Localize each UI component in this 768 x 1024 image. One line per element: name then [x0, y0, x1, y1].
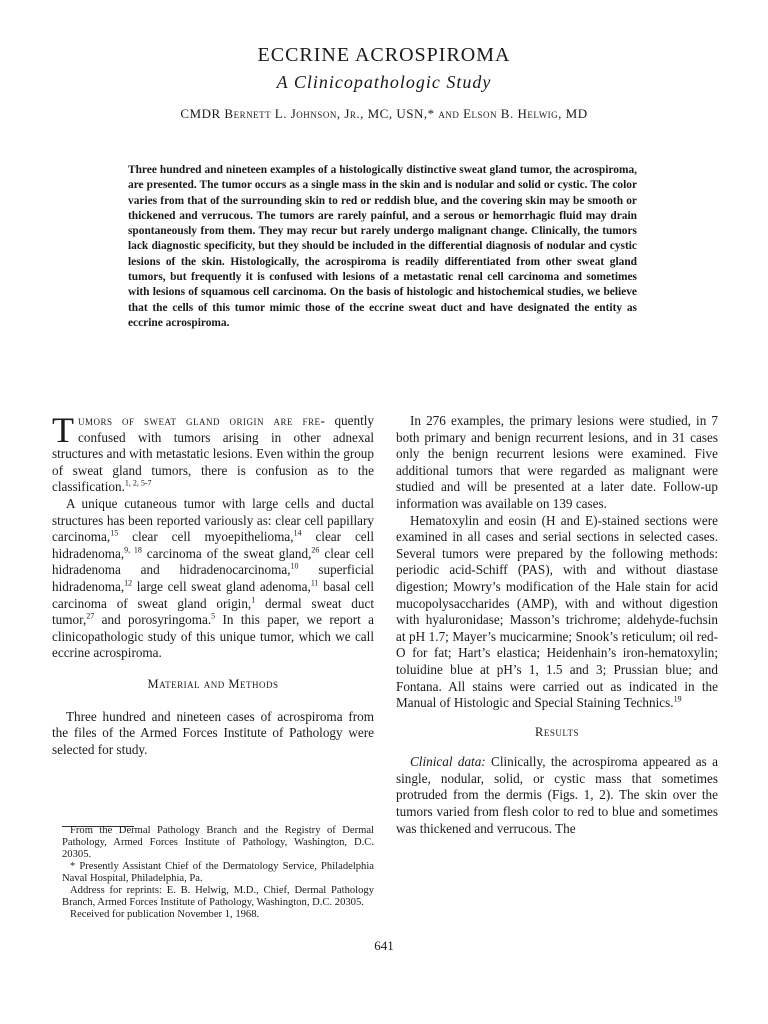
right-column	[396, 413, 718, 837]
clinical-data-paragraph	[396, 754, 718, 837]
footnote-received: Received for publication November 1, 1968.	[70, 909, 260, 920]
footnote-affiliation: From the Dermal Pathology Branch and the Registry of Dermal Pathology, Armed Forces Institute of Pathology, Washington, D.C. 20305.	[62, 825, 374, 860]
ref: 27	[86, 611, 95, 621]
clinical-data-text: Clinically, the acrospiroma appeared as a single, nodular, solid, or cystic mass that sometimes protruded from the dermis (Figs. 1, 2). The skin over the tumors varied from flesh color to red to blue and sometimes was thickened and verrucous. The	[396, 754, 718, 836]
article-title: ECCRINE ACROSPIROMA	[257, 44, 511, 66]
stains-text: Hematoxylin and eosin (H and E)-stained sections were examined in all cases and serial sections in selected cases. Several tumors were prepared by the following methods: periodic acid-Schiff (PAS), with and without diastase digestion; Mowry’s modification of the Hale stain for acid mucopolysaccharides (AMP), with and without digestion with hyaluronidase; Masson’s trichrome; aldehyde-fuchsin at pH 1.7; Mayer’s mucicarmine; Snook’s reticulum; oil red-O for fat; Hart’s elastica; Heidenhain’s iron-hematoxylin; toluidine blue at pH’s 1, 1.5 and 3; Prussian blue; and Fontana. All stains were carried out as indicated in the Manual of Histologic and Special Staining Technics.	[396, 512, 718, 711]
synonyms-text: carcinoma of the sweat gland,	[141, 545, 312, 561]
ref: 12	[124, 578, 133, 588]
footnote-author-note: * Presently Assistant Chief of the Dermatology Service, Philadelphia Naval Hospital, Philadelphia, Pa.	[62, 861, 374, 884]
cases-paragraph: In 276 examples, the primary lesions were studied, in 7 both primary and benign recurrent lesions, and in 31 cases only the benign recurrent lesions were examined. Five additional tumors that were regarded as malignant were studied and will be presented at a later date. Follow-up information was available on 139 cases.	[396, 413, 718, 511]
ref: 5	[211, 611, 216, 621]
ref: 15	[110, 528, 119, 538]
drop-cap: T	[52, 410, 74, 450]
abstract: Three hundred and nineteen examples of a histologically distinctive sweat gland tumor, the acrospiroma, are presented. The tumor occurs as a single mass in the skin and is nodular and solid or cystic. The color varies from that of the surrounding skin to red or reddish blue, and the covering skin may be smooth or thickened and verrucous. The tumors are rarely painful, and a serous or hemorrhagic fluid may drain spontaneously from them. They may recur but rarely undergo malignant change. Clinically, the tumors lack diagnostic specificity, but they should be included in the differential diagnosis of nodular and cystic lesions of the skin. Histologically, the acrospiroma is readily differentiated from other sweat gland tumors, but frequently it is confused with lesions of a metastatic renal cell carcinoma and sometimes with lesions of squamous cell carcinoma. On the basis of histologic and histochemical studies, we believe that the cells of this tumor mimic those of the eccrine sweat duct and have designated the entity as eccrine acrospiroma.	[128, 164, 637, 329]
left-column	[52, 410, 375, 758]
intro-smallcaps: umors of sweat gland origin are fre-	[78, 413, 326, 428]
author-line: CMDR Bernett L. Johnson, Jr., MC, USN,* and Elson B. Helwig, MD	[180, 106, 588, 121]
intro-text: quently confused with tumors arising in other adnexal structures and with metastatic lesions. Even within the group of sweat gland tumors, there is confusion as to the classification.	[52, 413, 375, 495]
synonyms-text: A unique cutaneous tumor with large cells and ductal structures has been reported variously as: clear cell papillary carcinoma,	[52, 495, 374, 545]
synonyms-text: clear cell hidradenoma,	[52, 529, 374, 561]
ref: 14	[293, 528, 302, 538]
section-heading-methods: Material and Methods	[147, 676, 279, 691]
ref: 10	[290, 561, 299, 571]
intro-paragraph	[52, 410, 375, 496]
synonyms-text: clear cell hidradenoma and hidradenocarcinoma,	[52, 545, 374, 578]
page-number: 641	[374, 938, 394, 953]
stains-ref: 19	[673, 694, 682, 704]
synonyms-text: clear cell myoepithelioma,	[118, 529, 294, 545]
ref: 26	[311, 545, 320, 555]
intro-ref: 1, 2, 5-7	[124, 478, 152, 488]
ref: 11	[310, 578, 319, 588]
section-heading-results: Results	[534, 724, 579, 739]
synonyms-text: superficial hidradenoma,	[52, 562, 375, 594]
synonyms-text: dermal sweat duct tumor,	[52, 595, 374, 628]
footnote-reprints: Address for reprints: E. B. Helwig, M.D., Chief, Dermal Pathology Branch, Armed Forces Institute of Pathology, Washington, D.C. 20305.	[62, 885, 374, 908]
article-subtitle: A Clinicopathologic Study	[276, 72, 492, 92]
synonyms-paragraph	[52, 496, 374, 662]
footnotes	[62, 825, 374, 921]
synonyms-text: large cell sweat gland adenoma,	[132, 578, 311, 594]
methods-paragraph: Three hundred and nineteen cases of acrospiroma from the files of the Armed Forces Institute of Pathology were selected for study.	[52, 708, 374, 757]
clinical-data-label: Clinical data:	[410, 754, 486, 770]
synonyms-text: In this paper, we report a clinicopathologic study of this unique tumor, which we call eccrine acrospiroma.	[52, 612, 375, 661]
stains-paragraph	[396, 513, 718, 712]
synonyms-text: and porosyringoma.	[94, 612, 212, 628]
ref: 9, 18	[124, 545, 142, 555]
synonyms-text: basal cell carcinoma of sweat gland origin,	[52, 578, 374, 611]
ref: 1	[251, 595, 256, 605]
